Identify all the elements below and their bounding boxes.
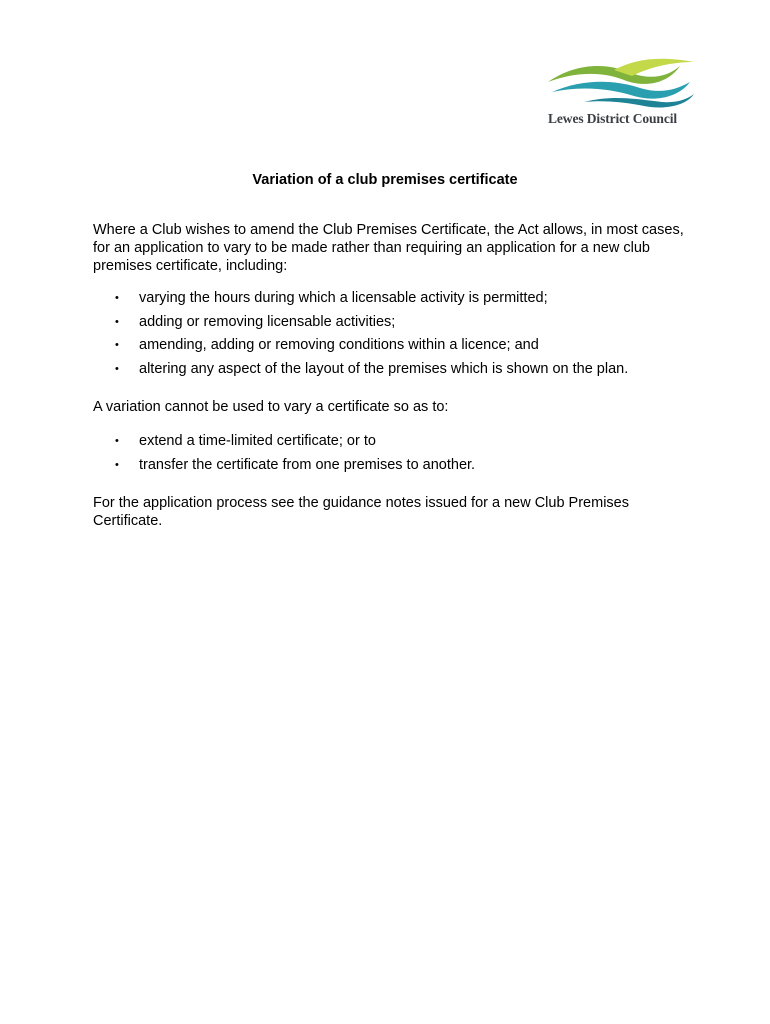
list-item: [93, 289, 713, 313]
bullet-icon: •: [115, 315, 119, 328]
intro-paragraph: Where a Club wishes to amend the Club Premises Certificate, the Act allows, in most cases, for an application to vary to be made rather than requiring an application for a new club premises certificate, including:: [93, 222, 684, 274]
council-logo-swoosh-icon: [544, 56, 696, 108]
list-item: [93, 336, 713, 360]
list-item: [93, 456, 713, 480]
list-item-text: amending, adding or removing conditions within a licence; and: [139, 337, 539, 353]
cannot-intro-paragraph: A variation cannot be used to vary a certificate so as to:: [93, 399, 449, 415]
list-item-text: transfer the certificate from one premises to another.: [139, 456, 476, 473]
list-item-text: adding or removing licensable activities;: [139, 313, 396, 330]
bullet-icon: •: [115, 339, 119, 351]
list-item: [93, 313, 713, 337]
list-item: [93, 360, 713, 384]
list-item-text: varying the hours during which a licensable activity is permitted;: [139, 290, 548, 306]
bullet-icon: •: [115, 292, 119, 304]
bullet-icon: •: [115, 458, 119, 471]
council-logo: [544, 56, 696, 130]
list-item: [93, 432, 713, 456]
document-title: Variation of a club premises certificate: [252, 172, 518, 188]
council-logo-text: Lewes District Council: [548, 111, 678, 126]
list-item-text: altering any aspect of the layout of the premises which is shown on the plan.: [139, 360, 629, 377]
bullet-icon: •: [115, 362, 119, 375]
closing-paragraph: For the application process see the guidance notes issued for a new Club Premises Certificate.: [93, 495, 629, 529]
variation-list: [93, 289, 713, 383]
bullet-icon: •: [115, 435, 119, 447]
cannot-list: [93, 432, 713, 479]
list-item-text: extend a time-limited certificate; or to: [139, 433, 376, 449]
